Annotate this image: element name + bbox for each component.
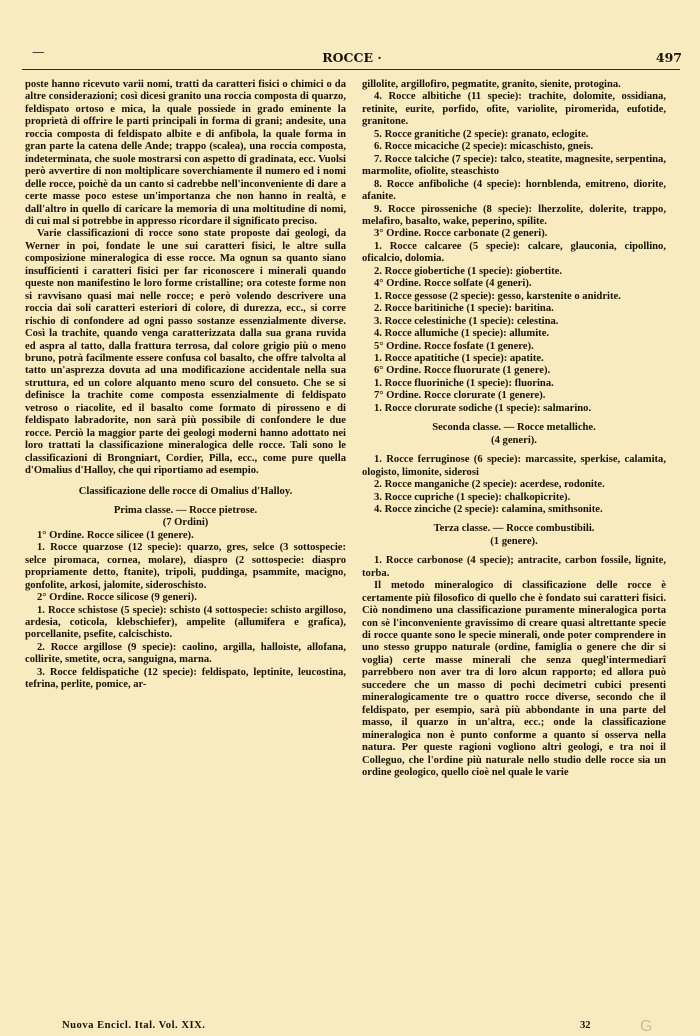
list-item: gillolite, argillofiro, pegmatite, granito, sienite, protogina. (362, 79, 621, 90)
running-title: ROCCE · (322, 50, 382, 65)
class-heading: Prima classe. — Rocce pietrose. (113, 504, 258, 516)
list-item: 1. Rocce apatitiche (1 specie): apatite. (374, 352, 544, 364)
page-number: 497 (655, 50, 682, 65)
list-item: 7. Rocce talciche (7 specie): talco, steatite, magnesite, serpentina, marmolite, ofiolite, steaschisto (362, 153, 666, 178)
list-item: 2. Rocce manganiche (2 specie): acerdese, rodonite. (374, 479, 605, 491)
list-item: 3. Rocce celestiniche (1 specie): celestina. (374, 315, 559, 327)
order-heading: 5° Ordine. Rocce fosfate (1 genere). (374, 340, 534, 352)
list-item: 1. Rocce calcaree (5 specie): calcare, glauconia, cipollino, oficalcio, dolomia. (362, 240, 666, 265)
list-item: 1. Rocce quarzose (12 specie): quarzo, gres, selce (3 sottospecie: selce piromaca, cornea, molare), diaspro (2 sottospecie: diaspro propriamente detto, ftanite), tripoli, puddinga, psammite, macigno, gonfolite, arkosi, jalomite, sideroschisto. (25, 542, 346, 591)
order-heading: 1° Ordine. Rocce silicee (1 genere). (37, 529, 194, 541)
running-header (22, 44, 682, 70)
list-item: 3. Rocce cupriche (1 specie): chalkopicrite). (374, 491, 571, 503)
class-heading: Terza classe. — Rocce combustibili. (433, 523, 595, 535)
list-item: 1. Rocce carbonose (4 specie); antracite, carbon fossile, lignite, torba. (362, 555, 666, 579)
list-item: 1. Rocce gessose (2 specie): gesso, karstenite o anidrite. (374, 290, 621, 302)
list-item: 2. Rocce giobertiche (1 specie): giobertite. (374, 265, 562, 277)
list-item: 4. Rocce zinciche (2 specie): calamina, smithsonite. (374, 503, 603, 515)
class-heading: Seconda classe. — Rocce metalliche. (432, 422, 596, 434)
footer-signature: Nuova Encicl. Ital. Vol. XIX. (62, 1020, 206, 1031)
order-heading: 4° Ordine. Rocce solfate (4 generi). (374, 278, 532, 290)
sheet-number: 32 (580, 1020, 591, 1031)
list-item: 5. Rocce granitiche (2 specie): granato, eclogite. (374, 128, 589, 140)
list-item: 4. Rocce allumiche (1 specie): allumite. (374, 328, 550, 340)
list-item: 1. Rocce schistose (5 specie): schisto (4 sottospecie: schisto argilloso, ardesia, coticola, klebschiefer), ampelite (allumifera e grafica), porcellanite, psefite, calcischisto. (25, 604, 346, 641)
paragraph: Il metodo mineralogico di classificazione delle rocce è certamente più filosofico di quello che è fondato sui caratteri fisici. Ciò nondimeno una classificazione puramente mineralogica porta con sè l'inconveniente gravissimo di creare quasi altrettante specie di rocce quante sono le specie minerali, onde poter comprendere in uno stesso gruppo naturale (ordine, famiglia o genere che dir si voglia) certe masse minerali che senza quegl'intermediarî parrebbero non aver tra di loro alcun rapporto; ed allora può succedere che un masso di pochi decimetri cubici presenti mineralogicamente tre o quattro rocce diverse, secondo che il feldispato, per esempio, sarà più abbondante in una parte del masso, il quarzo in un'altra, ecc.; onde la classificazione mineralogica non è punto conforme a quanto si osserva nella natura. Per queste ragioni vogliono altri geologi, e tra noi il Colleguo, che l'ordine più naturale nello studio delle rocce sia un ordine geologico, quello cioè nel quale le varie (362, 580, 666, 779)
list-item: 8. Rocce anfiboliche (4 specie): hornblenda, emitreno, diorite, afanite. (362, 178, 666, 203)
order-heading: 3° Ordine. Rocce carbonate (2 generi). (374, 228, 548, 240)
list-item: 2. Rocce baritiniche (1 specie): baritina. (374, 303, 554, 315)
header-left-mark: — (32, 44, 45, 59)
list-item: 9. Rocce pirosseniche (8 specie): lherzolite, dolerite, trappo, melafiro, basalto, wake, peperino, spilite. (362, 203, 666, 227)
right-column (362, 79, 666, 779)
class-subheading: (4 generi). (491, 434, 537, 446)
list-item: 1. Rocce ferruginose (6 specie): marcassite, sperkise, calamita, ologisto, limonite, siderosi (362, 454, 666, 478)
left-column (25, 79, 346, 692)
list-item: 3. Rocce feldispatiche (12 specie): feldispato, leptinite, leucostina, tefrina, perlite, pomice, ar- (25, 666, 346, 691)
order-heading: 2° Ordine. Rocce silicose (9 generi). (37, 592, 197, 604)
order-heading: 7° Ordine. Rocce clorurate (1 genere). (374, 390, 546, 402)
list-item: 2. Rocce argillose (9 specie): caolino, argilla, halloiste, allofana, collirite, smetite, ocra, sanguigna, marna. (25, 641, 346, 666)
class-subheading: (7 Ordini) (162, 517, 209, 529)
section-heading: Classificazione delle rocce di Omalius d'Halloy. (78, 485, 293, 497)
list-item: 6. Rocce micaciche (2 specie): micaschisto, gneis. (374, 141, 594, 153)
header-rule (22, 69, 680, 70)
list-item: 1. Rocce fluoriniche (1 specie): fluorina. (374, 377, 554, 389)
scan-watermark: G (640, 1018, 653, 1035)
class-subheading: (1 genere). (490, 535, 538, 547)
list-item: 1. Rocce clorurate sodiche (1 specie): salmarino. (374, 402, 592, 414)
paragraph: poste hanno ricevuto varii nomi, tratti da caratteri fisici o chimici o da altre considerazioni; così dicesi granito una roccia composta di quarzo, feldispato ortoso e mica, la quale possiede in grado eminente la proprietà di offrire le parti principali in forma di grani; andesite, una roccia composta di feldispato albite e di anfibola, la quale forma in gran parte la catena delle Ande; trappo (scalea), una roccia composta, indeterminata, che suole mostrarsi con aspetto di gradinata, ecc. Vuolsi però avvertire di non moltiplicare soverchiamente il numero ed i nomi delle rocce, poichè da un canto si cadrebbe nell'inconveniente di dare a certe masse poco estese un'importanza che non hanno in realtà, e dall'altro in quello di caricare la memoria di una moltitudine di nomi, di cui mal si potrebbe in appresso ricordare il significato preciso. (25, 79, 346, 227)
order-heading: 6° Ordine. Rocce fluorurate (1 genere). (374, 365, 551, 377)
list-item: 4. Rocce albitiche (11 specie): trachite, dolomite, ossidiana, retinite, eurite, porfido, ofite, variolite, piromerida, eufotide, granitone. (362, 91, 666, 128)
paragraph: Varie classificazioni di rocce sono state proposte dai geologi, da Werner in poi, fondate le une sui caratteri fisici, le altre sulla composizione mineralogica di esse rocce. Ma ognun sa quanto siano insufficienti i caratteri fisici per far riconoscere i minerali quando queste non manifestino le loro forme cristalline; ora coteste forme non si ravvisano quasi mai nelle rocce; e però volendo descrivere una roccia dai soli caratteri esteriori di colore, di durezza, ecc., si corre rischio di confondere ad ogni passo sostanze essenzialmente diverse. Così la trachite, quando venga caratterizzata dalla sua grana ruvida ed aspra al tatto, dalla frattura terrosa, dal colore grigio più o meno bruno, potrà facilmente essere confusa col basalto, che offre talvolta al tatto un'asprezza dovuta ad una modificazione accidentale nella sua struttura, ed un colore alquanto meno scuro del consueto. Che se si definisce la trachite come composta essenzialmente di feldispato vetroso o riacolite, ed il basalto come formato di pirosseno e di feldispato labradorite, non sarà più possibile di confondere le due rocce. Perciò la maggior parte dei geologi moderni hanno adottato nei loro trattati la classificazione mineralogica delle rocce. Tali sono le classificazioni di Brongniart, Cordier, Pilla, ecc., come pure quella d'Omalius d'Halloy, che qui riportiamo ad esempio. (25, 228, 346, 477)
